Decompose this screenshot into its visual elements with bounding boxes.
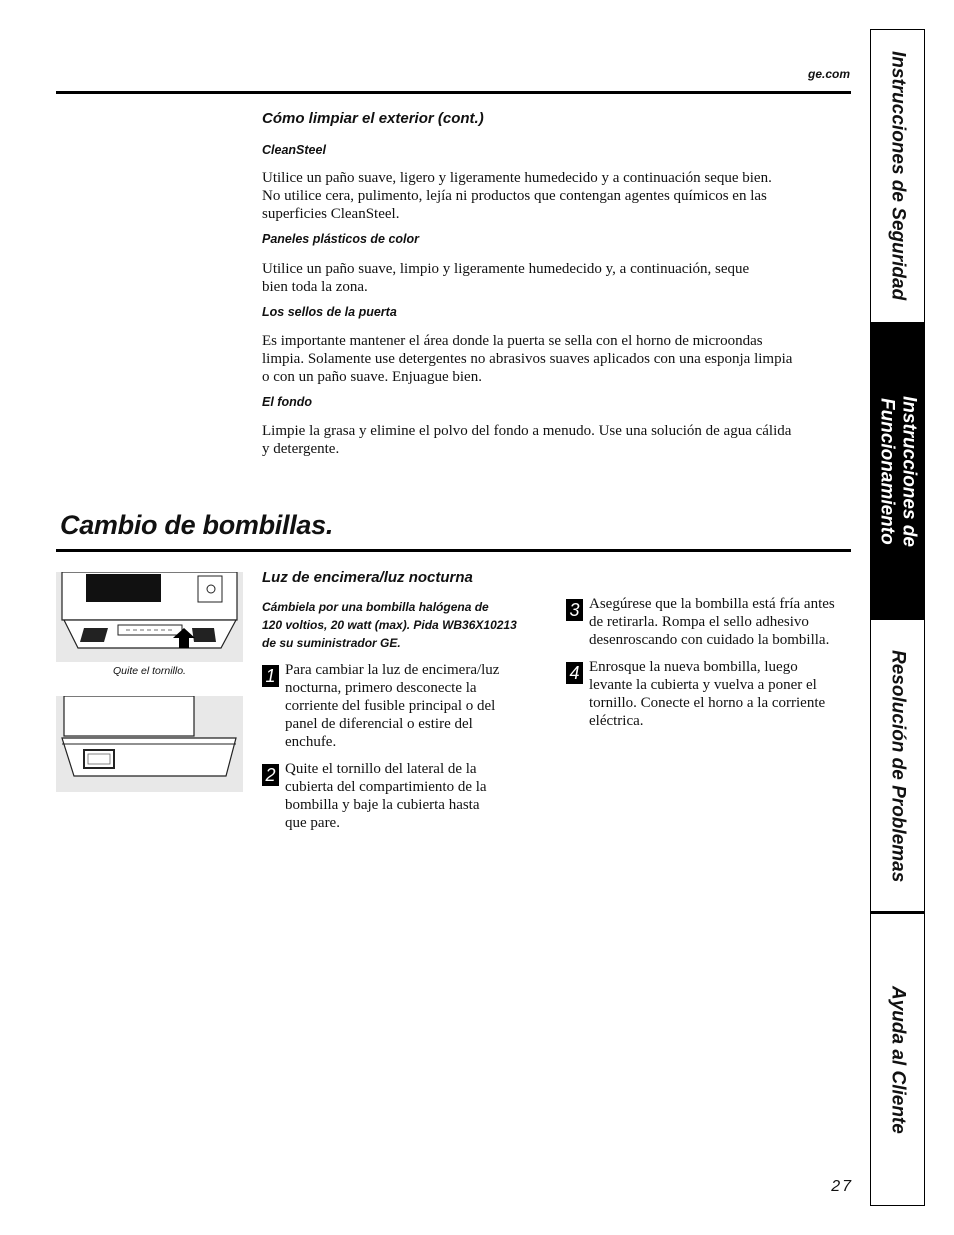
- step-4-number: 4: [566, 662, 583, 684]
- tab-troubleshooting[interactable]: Resolución de Problemas: [887, 649, 909, 883]
- section-tabs: [870, 29, 925, 1206]
- exterior-section-title: Cómo limpiar el exterior (cont.): [262, 110, 484, 127]
- tab-customer-service[interactable]: Ayuda al Cliente: [887, 985, 909, 1134]
- door-seals-heading: Los sellos de la puerta: [262, 305, 397, 319]
- bottom-text: Limpie la grasa y elimine el polvo del fondo a menudo. Use una solución de agua cálida y detergente.: [262, 423, 792, 457]
- figure-caption: Quite el tornillo.: [113, 665, 186, 677]
- figure-lower-cover: [56, 696, 243, 792]
- door-seals-text: Es importante mantener el área donde la puerta se sella con el horno de microondas limpia. Solamente use detergentes no abrasivos suaves aplicados con una esponja limpia o con un paño suave. Enjuague bien.: [262, 333, 793, 385]
- step-2-text: Quite el tornillo del lateral de la cubierta del compartimiento de la bombilla y baje la cubierta hasta que pare.: [285, 761, 487, 831]
- step-2-number: 2: [262, 764, 279, 786]
- plastic-panels-text: Utilice un paño suave, limpio y ligeramente humedecido y, a continuación, seque bien toda la zona.: [262, 261, 750, 295]
- tab-safety-instructions[interactable]: Instrucciones de Seguridad: [887, 51, 909, 301]
- header-rule: [56, 91, 851, 94]
- figure-remove-screw: [56, 572, 243, 662]
- cleansteel-text: Utilice un paño suave, ligero y ligeramente humedecido y a continuación seque bien. No utilice cera, pulimento, lejía ni productos que contengan agentes químicos en las superficies CleanSteel.: [262, 170, 772, 222]
- step-1-number: 1: [262, 665, 279, 687]
- step-3-text: Asegúrese que la bombilla está fría antes de retirarla. Rompa el sello adhesivo desenroscando con cuidado la bombilla.: [589, 596, 835, 648]
- step-3-number: 3: [566, 599, 583, 621]
- replacement-note: Cámbiela por una bombilla halógena de 120 voltios, 20 watt (max). Pida WB36X10213 de su suministrador GE.: [262, 600, 517, 650]
- tab-operating-instructions[interactable]: Instrucciones de Funcionamiento: [871, 322, 924, 620]
- plastic-panels-heading: Paneles plásticos de color: [262, 232, 420, 246]
- page-title: Cambio de bombillas.: [60, 510, 334, 540]
- microwave-underside-illustration: [56, 572, 243, 662]
- bulbs-subtitle: Luz de encimera/luz nocturna: [262, 569, 473, 586]
- step-4-text: Enrosque la nueva bombilla, luego levante la cubierta y vuelva a poner el tornillo. Conecte el horno a la corriente eléctrica.: [589, 659, 826, 729]
- page-number: 27: [831, 1178, 853, 1195]
- lowered-cover-illustration: [56, 696, 243, 792]
- title-rule: [56, 549, 851, 552]
- cleansteel-heading: CleanSteel: [262, 143, 326, 157]
- step-1-text: Para cambiar la luz de encimera/luz nocturna, primero desconecte la corriente del fusible principal o del panel de diferencial o estire del enchufe.: [285, 662, 500, 750]
- website-url: ge.com: [807, 67, 850, 81]
- bottom-heading: El fondo: [262, 395, 312, 409]
